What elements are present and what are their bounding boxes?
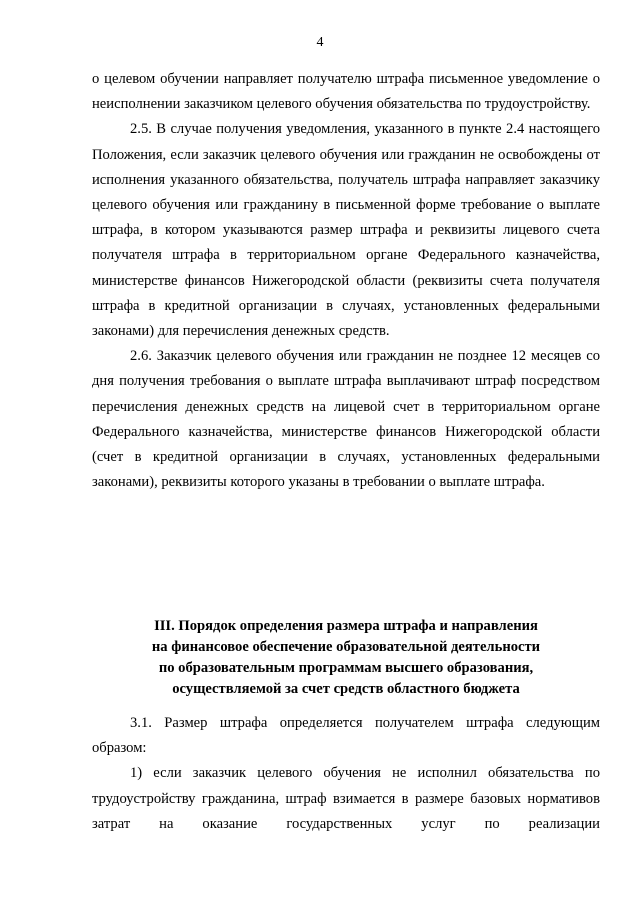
section-heading-line: III. Порядок определения размера штрафа и направления [154, 618, 538, 634]
paragraph-2-5: 2.5. В случае получения уведомления, указанного в пункте 2.4 настоящего Положения, если заказчик целевого обучения или гражданин не освобождены от исполнения указанного обязательства, получатель штрафа направляет заказчику целевого обучения или гражданину в письменной форме требование о выплате штрафа, в котором указываются размер штрафа и реквизиты лицевого счета получателя штрафа в территориальном органе Федерального казначейства, министерстве финансов Нижегородской области (реквизиты счета получателя штрафа в кредитной организации в случаях, установленных федеральными законами) для перечисления денежных средств. [92, 121, 600, 340]
document-body-lower [92, 711, 600, 837]
section-heading-line: на финансовое обеспечение образовательной деятельности [151, 639, 541, 655]
paragraph-3-1: 3.1. Размер штрафа определяется получателем штрафа следующим образом: [92, 715, 600, 757]
section-heading-line: осуществляемой за счет средств областного бюджета [172, 681, 520, 697]
paragraph-2-6: 2.6. Заказчик целевого обучения или гражданин не позднее 12 месяцев со дня получения требования о выплате штрафа выплачивают штраф посредством перечисления денежных средств на лицевой счет в территориальном органе Федерального казначейства, министерстве финансов Нижегородской области (счет в кредитной организации в случаях, установленных федеральными законами), реквизиты которого указаны в требовании о выплате штрафа. [92, 348, 600, 491]
section-heading [92, 616, 600, 700]
paragraph-3-1-item-1: 1) если заказчик целевого обучения не исполнил обязательства по трудоустройству гражданина, штраф взимается в размере базовых нормативов затрат на оказание государственных услуг по реализации [92, 765, 600, 832]
paragraph-continuation: о целевом обучении направляет получателю штрафа письменное уведомление о неисполнении заказчиком целевого обучения обязательства по трудоустройству. [92, 71, 600, 113]
document-body-upper [92, 67, 600, 495]
section-heading-line: по образовательным программам высшего образования, [158, 660, 534, 676]
page-number: 4 [316, 35, 324, 50]
